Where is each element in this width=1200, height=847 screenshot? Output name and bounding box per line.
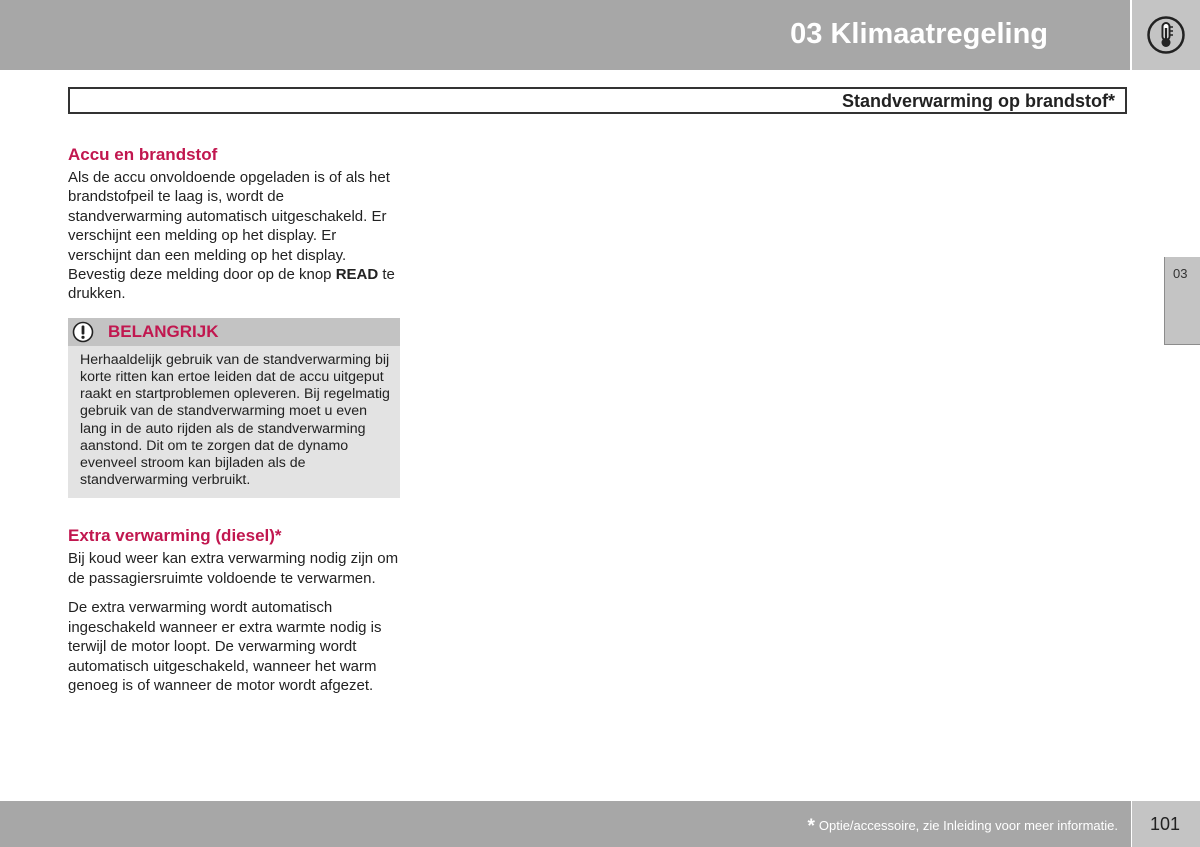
footnote-star: * [807,816,815,837]
footnote [807,816,1118,838]
exclamation-icon [72,321,94,343]
section-header [68,87,1127,114]
notice-text: Herhaaldelijk gebruik van de standverwarming bij korte ritten kan ertoe leiden dat de accu uitgeput raakt en startproblemen opleveren. Bij regelmatig gebruik van de standverwarming moet u even lang in de auto rijden als de standverwarming aanstond. Dit om te zorgen dat de dynamo evenveel stroom kan bijladen als de standverwarming verbruikt. [80,351,390,489]
extra-heading: Extra verwarming (diesel)* [68,526,282,546]
accu-text-start: Als de accu onvoldoende opgeladen is of als het brandstofpeil te laag is, wordt de standverwarming automatisch uitgeschakeld. Er verschijnt een melding op het display. Er verschijnt dan een melding op het display. Bevestig deze melding door op de knop [68,169,390,284]
accu-text-end: te drukken. [68,266,395,303]
section-title: Standverwarming op brandstof* [841,91,1115,111]
accu-heading: Accu en brandstof [68,145,218,164]
accu-paragraph [68,168,402,304]
footnote-text: Optie/accessoire, zie Inleiding voor meer informatie. [818,818,1118,833]
read-button-label: READ [335,266,379,284]
extra-paragraph-1: Bij koud weer kan extra verwarming nodig zijn om de passagiersruimte voldoende te verwarmen. [68,550,399,587]
important-notice [68,318,400,499]
extra-paragraph-2: De extra verwarming wordt automatisch ingeschakeld wanneer er extra warmte nodig is terwijl de motor loopt. De verwarming wordt automatisch uitgeschakeld, wanneer het warm genoeg is of wanneer de motor wordt afgezet. [68,599,382,694]
chapter-title: 03 Klimaatregeling [790,18,1048,50]
header-bar [0,0,1130,70]
side-tab-label: 03 [1173,266,1188,281]
notice-title: BELANGRIJK [108,321,219,341]
page-number: 101 [1150,814,1181,834]
content-column [68,145,402,705]
notice-header [68,318,400,346]
chapter-side-tab [1164,257,1200,345]
thermometer-icon [1146,15,1186,55]
chapter-icon-box [1132,0,1200,70]
page-number-box [1132,801,1200,847]
footer-bar [0,801,1131,847]
